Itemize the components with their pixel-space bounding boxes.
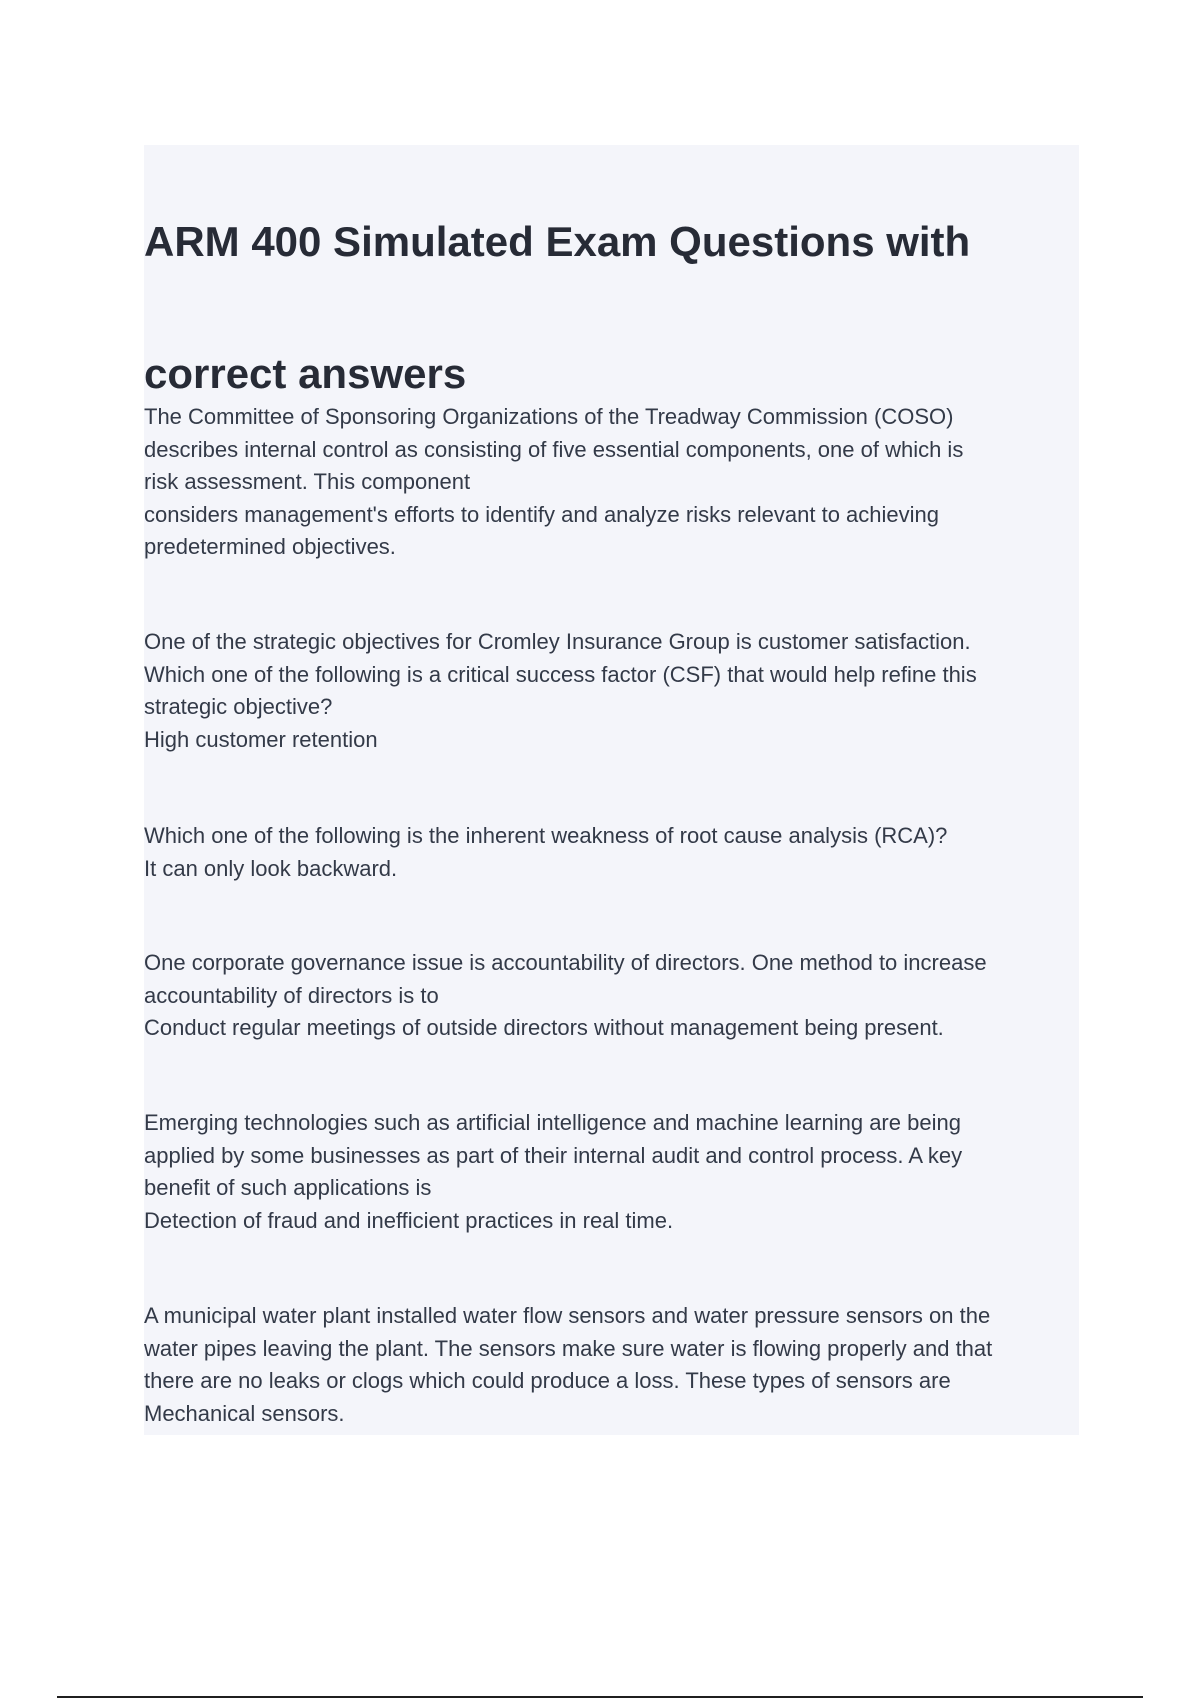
- qa-block-emerging-tech: [144, 1107, 1079, 1237]
- qa-line: One of the strategic objectives for Cromley Insurance Group is customer satisfaction.: [144, 629, 971, 654]
- qa-line: Which one of the following is a critical success factor (CSF) that would help refine this: [144, 661, 977, 687]
- qa-line: Emerging technologies such as artificial intelligence and machine learning are being: [144, 1110, 961, 1135]
- qa-line: predetermined objectives.: [144, 534, 396, 559]
- qa-line: strategic objective?: [144, 694, 333, 719]
- qa-line: A municipal water plant installed water flow sensors and water pressure sensors on the: [144, 1303, 991, 1328]
- qa-block-csf: [144, 626, 1079, 756]
- qa-line: Detection of fraud and inefficient practices in real time.: [144, 1207, 674, 1233]
- qa-line: Conduct regular meetings of outside directors without management being present.: [144, 1015, 944, 1040]
- title-line-2: correct answers: [144, 350, 467, 397]
- qa-line: applied by some businesses as part of their internal audit and control process. A key: [144, 1142, 963, 1168]
- qa-line: risk assessment. This component: [144, 469, 471, 494]
- qa-block-coso: [144, 401, 1079, 564]
- title-line-1: ARM 400 Simulated Exam Questions with: [144, 218, 971, 265]
- qa-line: water pipes leaving the plant. The sensors make sure water is flowing properly and that: [144, 1335, 993, 1361]
- qa-line: describes internal control as consisting of five essential components, one of which is: [144, 436, 964, 462]
- qa-line: High customer retention: [144, 726, 378, 752]
- qa-block-sensors: [144, 1300, 1079, 1430]
- qa-line: Which one of the following is the inherent weakness of root cause analysis (RCA)?: [144, 823, 948, 848]
- qa-line: Mechanical sensors.: [144, 1400, 345, 1426]
- qa-line: accountability of directors is to: [144, 982, 439, 1008]
- qa-line: benefit of such applications is: [144, 1175, 432, 1200]
- qa-line: One corporate governance issue is accountability of directors. One method to increase: [144, 950, 987, 975]
- qa-line: The Committee of Sponsoring Organizations of the Treadway Commission (COSO): [144, 404, 954, 429]
- qa-line: considers management's efforts to identify and analyze risks relevant to achieving: [144, 501, 939, 527]
- qa-line: It can only look backward.: [144, 855, 398, 881]
- qa-block-governance: [144, 947, 1079, 1045]
- qa-block-rca: [144, 820, 1079, 885]
- qa-line: there are no leaks or clogs which could produce a loss. These types of sensors are: [144, 1368, 951, 1393]
- page-bottom-rule: [57, 1696, 1143, 1698]
